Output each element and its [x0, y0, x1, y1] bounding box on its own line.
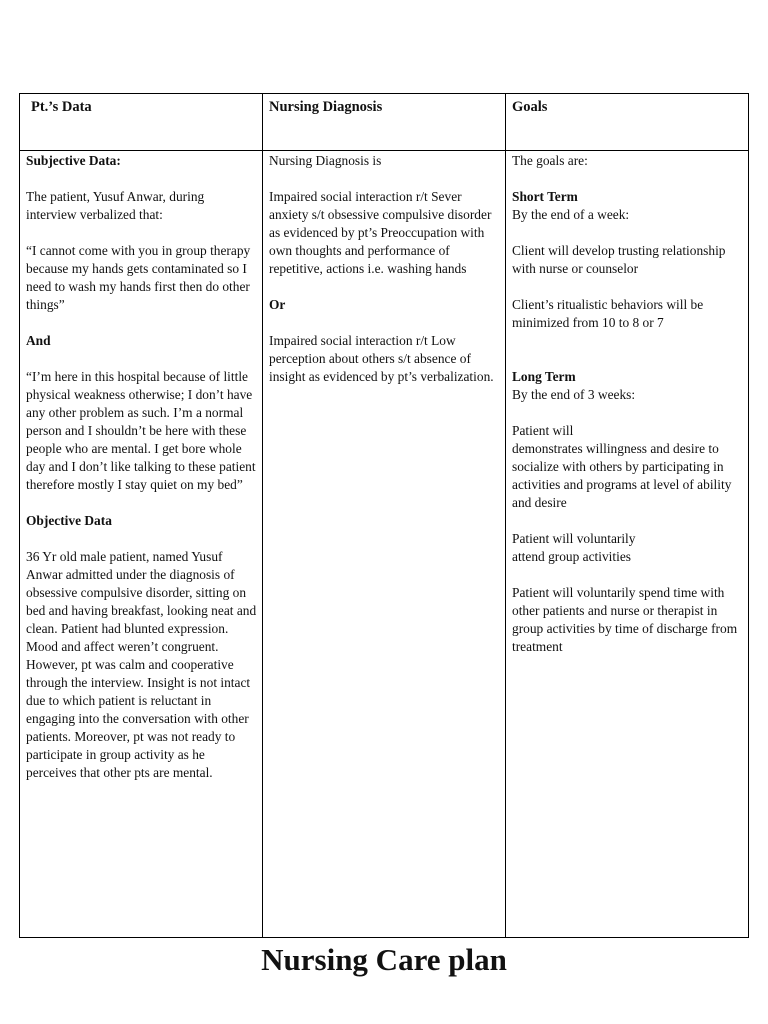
care-plan-table: [19, 93, 749, 938]
objective-data-heading: Objective Data: [26, 513, 112, 528]
patient-data-column: [20, 94, 263, 937]
goals-header: [506, 94, 749, 151]
nursing-diagnosis-header: [263, 94, 505, 151]
goals-column: [506, 94, 749, 937]
short-term-timeframe: By the end of a week:: [512, 207, 630, 222]
subjective-data-heading: Subjective Data:: [26, 153, 121, 168]
nursing-diagnosis-cell: [263, 151, 505, 386]
or-label: Or: [269, 297, 286, 312]
short-term-goal-2: Client’s ritualistic behaviors will be minimized from 10 to 8 or 7: [512, 297, 704, 330]
patient-quote-1: “I cannot come with you in group therapy because my hands gets contaminated so I need to wash my hands first then do other things”: [26, 243, 251, 312]
page-title: Nursing Care plan: [261, 942, 507, 977]
patient-quote-2: “I’m here in this hospital because of little physical weakness otherwise; I don’t have any other problem as such. I’m a normal person and I shouldn’t be here with these people who are mental. I get bore whole day and I don’t like talking to these patient therefore mostly I stay quiet on my bed”: [26, 369, 256, 492]
patient-data-header: [20, 94, 262, 151]
long-term-goal-3: Patient will voluntarily spend time with other patients and nurse or therapist in group activities by time of discharge from treatment: [512, 585, 738, 654]
long-term-goal-1-rest: demonstrates willingness and desire to socialize with others by participating in activities and programs at level of ability and desire: [512, 441, 732, 510]
patient-data-header-label: Pt.’s Data: [31, 99, 92, 115]
long-term-timeframe: By the end of 3 weeks:: [512, 387, 636, 402]
goals-cell: [506, 151, 749, 656]
short-term-goal-1: Client will develop trusting relationship with nurse or counselor: [512, 243, 726, 276]
long-term-goal-2-rest: attend group activities: [512, 549, 631, 564]
diagnosis-1: Impaired social interaction r/t Sever anxiety s/t obsessive compulsive disorder as evidenced by pt’s Preoccupation with own thoughts and performance of repetitive, actions i.e. washing hands: [269, 189, 492, 276]
patient-data-cell: [20, 151, 262, 782]
long-term-goal-2-start: Patient will voluntarily: [512, 531, 636, 546]
goals-header-label: Goals: [512, 99, 548, 115]
goals-intro: The goals are:: [512, 153, 588, 168]
long-term-goal-1-start: Patient will: [512, 423, 574, 438]
long-term-heading: Long Term: [512, 369, 576, 384]
diagnosis-intro: Nursing Diagnosis is: [269, 153, 382, 168]
diagnosis-2: Impaired social interaction r/t Low perception about others s/t absence of insight as evidenced by pt’s verbalization.: [269, 333, 494, 384]
nursing-diagnosis-column: [263, 94, 506, 937]
and-label: And: [26, 333, 51, 348]
objective-data-text: 36 Yr old male patient, named Yusuf Anwar admitted under the diagnosis of obsessive compulsive disorder, sitting on bed and having breakfast, looking neat and clean. Patient had blunted expression. Mood and affect weren’t congruent. However, pt was calm and cooperative through the interview. Insight is not intact due to which patient is reluctant in engaging into the conversation with other patients. Moreover, pt was not ready to participate in group activity as he perceives that other pts are mental.: [26, 549, 257, 780]
subjective-intro: The patient, Yusuf Anwar, during interview verbalized that:: [26, 189, 205, 222]
nursing-diagnosis-header-label: Nursing Diagnosis: [269, 99, 383, 115]
short-term-heading: Short Term: [512, 189, 578, 204]
